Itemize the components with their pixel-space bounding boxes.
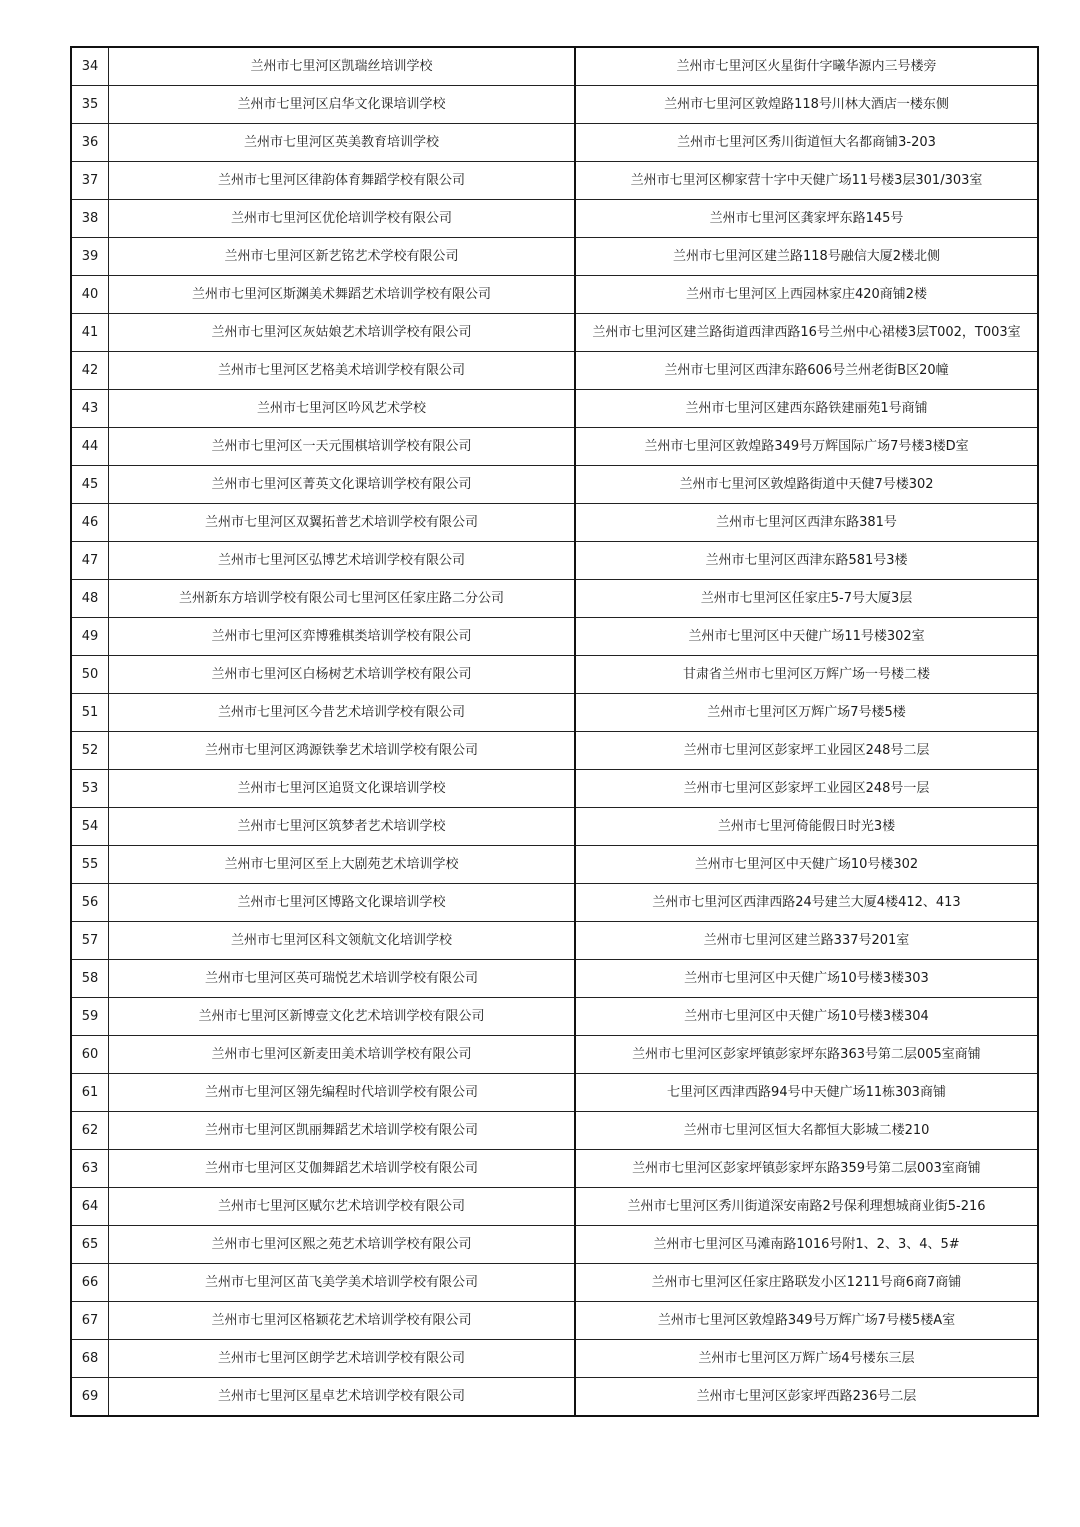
school-address-cell: 兰州市七里河区彭家坪镇彭家坪东路359号第二层003室商铺 bbox=[575, 1150, 1038, 1188]
school-address-cell: 兰州市七里河区敦煌路118号川林大酒店一楼东侧 bbox=[575, 86, 1038, 124]
school-address-cell: 兰州市七里河区西津东路606号兰州老街B区20幢 bbox=[575, 352, 1038, 390]
table-row bbox=[71, 656, 1038, 694]
table-row bbox=[71, 1188, 1038, 1226]
school-name-cell: 兰州市七里河区吟风艺术学校 bbox=[109, 390, 576, 428]
school-address-cell: 兰州市七里河区万辉广场7号楼5楼 bbox=[575, 694, 1038, 732]
row-number-cell: 44 bbox=[71, 428, 109, 466]
school-name-cell: 兰州市七里河区熙之苑艺术培训学校有限公司 bbox=[109, 1226, 576, 1264]
row-number-cell: 52 bbox=[71, 732, 109, 770]
school-name-cell: 兰州市七里河区新艺铭艺术学校有限公司 bbox=[109, 238, 576, 276]
row-number-cell: 65 bbox=[71, 1226, 109, 1264]
school-name-cell: 兰州市七里河区格颖花艺术培训学校有限公司 bbox=[109, 1302, 576, 1340]
school-address-cell: 兰州市七里河区任家庄路联发小区1211号商6商7商铺 bbox=[575, 1264, 1038, 1302]
school-name-cell: 兰州市七里河区筑梦者艺术培训学校 bbox=[109, 808, 576, 846]
table-row bbox=[71, 1226, 1038, 1264]
table-row bbox=[71, 428, 1038, 466]
school-address-cell: 兰州市七里河区马滩南路1016号附1、2、3、4、5# bbox=[575, 1226, 1038, 1264]
school-address-cell: 兰州市七里河区秀川街道深安南路2号保利理想城商业街5-216 bbox=[575, 1188, 1038, 1226]
school-list-table bbox=[70, 46, 1039, 1417]
table-row bbox=[71, 238, 1038, 276]
table-row bbox=[71, 694, 1038, 732]
school-address-cell: 七里河区西津西路94号中天健广场11栋303商铺 bbox=[575, 1074, 1038, 1112]
row-number-cell: 36 bbox=[71, 124, 109, 162]
school-list-sheet bbox=[70, 46, 1021, 1417]
school-address-cell: 兰州市七里河区彭家坪工业园区248号一层 bbox=[575, 770, 1038, 808]
school-address-cell: 兰州市七里河区火星街什字曦华源内三号楼旁 bbox=[575, 47, 1038, 86]
school-name-cell: 兰州市七里河区凯丽舞蹈艺术培训学校有限公司 bbox=[109, 1112, 576, 1150]
school-address-cell: 兰州市七里河倚能假日时光3楼 bbox=[575, 808, 1038, 846]
school-name-cell: 兰州市七里河区斯渊美术舞蹈艺术培训学校有限公司 bbox=[109, 276, 576, 314]
row-number-cell: 37 bbox=[71, 162, 109, 200]
school-address-cell: 兰州市七里河区西津西路24号建兰大厦4楼412、413 bbox=[575, 884, 1038, 922]
table-row bbox=[71, 1302, 1038, 1340]
school-name-cell: 兰州市七里河区今昔艺术培训学校有限公司 bbox=[109, 694, 576, 732]
school-address-cell: 兰州市七里河区柳家营十字中天健广场11号楼3层301/303室 bbox=[575, 162, 1038, 200]
table-row bbox=[71, 922, 1038, 960]
school-name-cell: 兰州市七里河区新博壹文化艺术培训学校有限公司 bbox=[109, 998, 576, 1036]
school-address-cell: 兰州市七里河区中天健广场10号楼302 bbox=[575, 846, 1038, 884]
table-row bbox=[71, 276, 1038, 314]
row-number-cell: 49 bbox=[71, 618, 109, 656]
row-number-cell: 41 bbox=[71, 314, 109, 352]
row-number-cell: 61 bbox=[71, 1074, 109, 1112]
row-number-cell: 42 bbox=[71, 352, 109, 390]
school-address-cell: 兰州市七里河区龚家坪东路145号 bbox=[575, 200, 1038, 238]
school-name-cell: 兰州市七里河区启华文化课培训学校 bbox=[109, 86, 576, 124]
school-address-cell: 兰州市七里河区建西东路铁建丽苑1号商铺 bbox=[575, 390, 1038, 428]
school-address-cell: 甘肃省兰州市七里河区万辉广场一号楼二楼 bbox=[575, 656, 1038, 694]
row-number-cell: 45 bbox=[71, 466, 109, 504]
table-row bbox=[71, 1264, 1038, 1302]
school-name-cell: 兰州市七里河区一天元围棋培训学校有限公司 bbox=[109, 428, 576, 466]
row-number-cell: 64 bbox=[71, 1188, 109, 1226]
school-address-cell: 兰州市七里河区建兰路337号201室 bbox=[575, 922, 1038, 960]
table-row bbox=[71, 86, 1038, 124]
table-row bbox=[71, 770, 1038, 808]
row-number-cell: 57 bbox=[71, 922, 109, 960]
school-name-cell: 兰州新东方培训学校有限公司七里河区任家庄路二分公司 bbox=[109, 580, 576, 618]
school-address-cell: 兰州市七里河区建兰路街道西津西路16号兰州中心裙楼3层T002，T003室 bbox=[575, 314, 1038, 352]
school-address-cell: 兰州市七里河区建兰路118号融信大厦2楼北侧 bbox=[575, 238, 1038, 276]
row-number-cell: 39 bbox=[71, 238, 109, 276]
row-number-cell: 46 bbox=[71, 504, 109, 542]
school-address-cell: 兰州市七里河区万辉广场4号楼东三层 bbox=[575, 1340, 1038, 1378]
row-number-cell: 56 bbox=[71, 884, 109, 922]
school-address-cell: 兰州市七里河区秀川街道恒大名都商铺3-203 bbox=[575, 124, 1038, 162]
table-row bbox=[71, 352, 1038, 390]
row-number-cell: 67 bbox=[71, 1302, 109, 1340]
table-row bbox=[71, 732, 1038, 770]
school-name-cell: 兰州市七里河区追贤文化课培训学校 bbox=[109, 770, 576, 808]
row-number-cell: 59 bbox=[71, 998, 109, 1036]
row-number-cell: 66 bbox=[71, 1264, 109, 1302]
school-name-cell: 兰州市七里河区赋尔艺术培训学校有限公司 bbox=[109, 1188, 576, 1226]
table-row bbox=[71, 960, 1038, 998]
school-name-cell: 兰州市七里河区艺格美术培训学校有限公司 bbox=[109, 352, 576, 390]
row-number-cell: 54 bbox=[71, 808, 109, 846]
school-address-cell: 兰州市七里河区敦煌路349号万辉国际广场7号楼3楼D室 bbox=[575, 428, 1038, 466]
school-name-cell: 兰州市七里河区苗飞美学美术培训学校有限公司 bbox=[109, 1264, 576, 1302]
school-name-cell: 兰州市七里河区优伦培训学校有限公司 bbox=[109, 200, 576, 238]
table-row bbox=[71, 504, 1038, 542]
table-row bbox=[71, 542, 1038, 580]
school-address-cell: 兰州市七里河区彭家坪工业园区248号二层 bbox=[575, 732, 1038, 770]
table-row bbox=[71, 1150, 1038, 1188]
row-number-cell: 34 bbox=[71, 47, 109, 86]
row-number-cell: 53 bbox=[71, 770, 109, 808]
school-name-cell: 兰州市七里河区博路文化课培训学校 bbox=[109, 884, 576, 922]
school-address-cell: 兰州市七里河区彭家坪西路236号二层 bbox=[575, 1378, 1038, 1417]
table-row bbox=[71, 466, 1038, 504]
row-number-cell: 69 bbox=[71, 1378, 109, 1417]
school-address-cell: 兰州市七里河区恒大名都恒大影城二楼210 bbox=[575, 1112, 1038, 1150]
school-name-cell: 兰州市七里河区星卓艺术培训学校有限公司 bbox=[109, 1378, 576, 1417]
school-name-cell: 兰州市七里河区新麦田美术培训学校有限公司 bbox=[109, 1036, 576, 1074]
school-address-cell: 兰州市七里河区上西园林家庄420商铺2楼 bbox=[575, 276, 1038, 314]
school-name-cell: 兰州市七里河区英美教育培训学校 bbox=[109, 124, 576, 162]
table-row bbox=[71, 124, 1038, 162]
table-row bbox=[71, 808, 1038, 846]
table-row bbox=[71, 200, 1038, 238]
row-number-cell: 55 bbox=[71, 846, 109, 884]
row-number-cell: 50 bbox=[71, 656, 109, 694]
row-number-cell: 40 bbox=[71, 276, 109, 314]
table-row bbox=[71, 1378, 1038, 1417]
table-row bbox=[71, 162, 1038, 200]
table-row bbox=[71, 1036, 1038, 1074]
table-row bbox=[71, 314, 1038, 352]
school-address-cell: 兰州市七里河区西津东路381号 bbox=[575, 504, 1038, 542]
school-name-cell: 兰州市七里河区菁英文化课培训学校有限公司 bbox=[109, 466, 576, 504]
row-number-cell: 62 bbox=[71, 1112, 109, 1150]
table-row bbox=[71, 580, 1038, 618]
row-number-cell: 63 bbox=[71, 1150, 109, 1188]
school-name-cell: 兰州市七里河区白杨树艺术培训学校有限公司 bbox=[109, 656, 576, 694]
table-row bbox=[71, 884, 1038, 922]
table-row bbox=[71, 998, 1038, 1036]
row-number-cell: 60 bbox=[71, 1036, 109, 1074]
school-name-cell: 兰州市七里河区朗学艺术培训学校有限公司 bbox=[109, 1340, 576, 1378]
school-address-cell: 兰州市七里河区西津东路581号3楼 bbox=[575, 542, 1038, 580]
table-row bbox=[71, 47, 1038, 86]
row-number-cell: 58 bbox=[71, 960, 109, 998]
school-name-cell: 兰州市七里河区科文领航文化培训学校 bbox=[109, 922, 576, 960]
table-row bbox=[71, 390, 1038, 428]
row-number-cell: 68 bbox=[71, 1340, 109, 1378]
table-row bbox=[71, 1112, 1038, 1150]
row-number-cell: 51 bbox=[71, 694, 109, 732]
school-address-cell: 兰州市七里河区中天健广场10号楼3楼303 bbox=[575, 960, 1038, 998]
school-address-cell: 兰州市七里河区中天健广场11号楼302室 bbox=[575, 618, 1038, 656]
row-number-cell: 48 bbox=[71, 580, 109, 618]
school-address-cell: 兰州市七里河区中天健广场10号楼3楼304 bbox=[575, 998, 1038, 1036]
school-address-cell: 兰州市七里河区彭家坪镇彭家坪东路363号第二层005室商铺 bbox=[575, 1036, 1038, 1074]
school-address-cell: 兰州市七里河区敦煌路349号万辉广场7号楼5楼A室 bbox=[575, 1302, 1038, 1340]
row-number-cell: 38 bbox=[71, 200, 109, 238]
school-list-body bbox=[71, 47, 1038, 1416]
school-name-cell: 兰州市七里河区艾伽舞蹈艺术培训学校有限公司 bbox=[109, 1150, 576, 1188]
school-name-cell: 兰州市七里河区弘博艺术培训学校有限公司 bbox=[109, 542, 576, 580]
school-name-cell: 兰州市七里河区英可瑞悦艺术培训学校有限公司 bbox=[109, 960, 576, 998]
table-row bbox=[71, 618, 1038, 656]
table-row bbox=[71, 1340, 1038, 1378]
row-number-cell: 35 bbox=[71, 86, 109, 124]
table-row bbox=[71, 846, 1038, 884]
school-name-cell: 兰州市七里河区凯瑞丝培训学校 bbox=[109, 47, 576, 86]
table-row bbox=[71, 1074, 1038, 1112]
row-number-cell: 47 bbox=[71, 542, 109, 580]
school-name-cell: 兰州市七里河区双翼拓普艺术培训学校有限公司 bbox=[109, 504, 576, 542]
school-name-cell: 兰州市七里河区翎先编程时代培训学校有限公司 bbox=[109, 1074, 576, 1112]
school-name-cell: 兰州市七里河区至上大剧苑艺术培训学校 bbox=[109, 846, 576, 884]
school-name-cell: 兰州市七里河区灰姑娘艺术培训学校有限公司 bbox=[109, 314, 576, 352]
school-name-cell: 兰州市七里河区鸿源铁拳艺术培训学校有限公司 bbox=[109, 732, 576, 770]
school-name-cell: 兰州市七里河区律韵体育舞蹈学校有限公司 bbox=[109, 162, 576, 200]
school-name-cell: 兰州市七里河区弈博雅棋类培训学校有限公司 bbox=[109, 618, 576, 656]
school-address-cell: 兰州市七里河区任家庄5-7号大厦3层 bbox=[575, 580, 1038, 618]
school-address-cell: 兰州市七里河区敦煌路街道中天健7号楼302 bbox=[575, 466, 1038, 504]
row-number-cell: 43 bbox=[71, 390, 109, 428]
